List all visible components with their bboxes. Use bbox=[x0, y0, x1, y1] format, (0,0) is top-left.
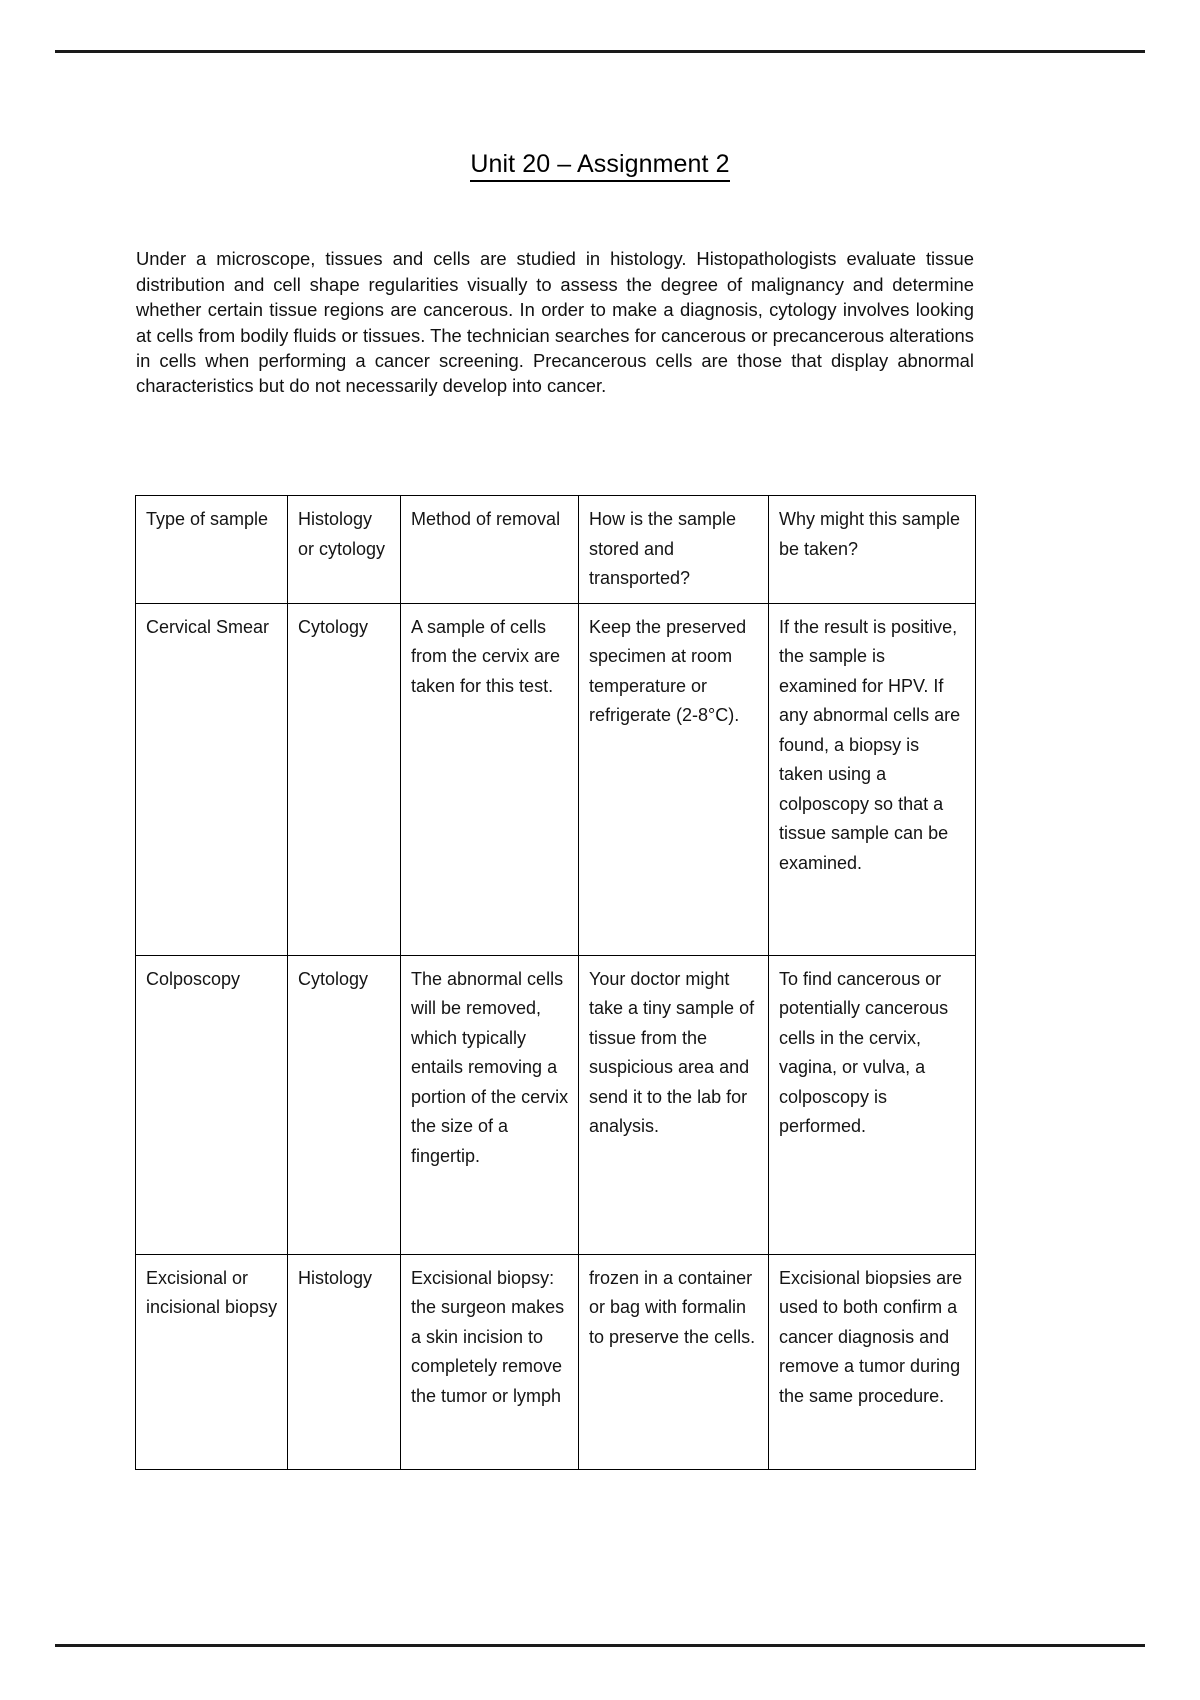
cell-type-of-sample: Colposcopy bbox=[136, 955, 288, 1254]
footer-rule bbox=[55, 1644, 1145, 1647]
cell-type-of-sample: Cervical Smear bbox=[136, 603, 288, 955]
cell-storage-and-transport: Your doctor might take a tiny sample of tissue from the suspicious area and send it to the lab for analysis. bbox=[579, 955, 769, 1254]
column-header-method-of-removal: Method of removal bbox=[401, 496, 579, 604]
header-rule bbox=[55, 50, 1145, 53]
cell-method-of-removal: The abnormal cells will be removed, which typically entails removing a portion of the cervix the size of a fingertip. bbox=[401, 955, 579, 1254]
sample-types-table bbox=[135, 495, 976, 1470]
table-row bbox=[136, 603, 976, 955]
column-header-histology-or-cytology: Histology or cytology bbox=[288, 496, 401, 604]
cell-storage-and-transport: frozen in a container or bag with formalin to preserve the cells. bbox=[579, 1254, 769, 1469]
cell-histology-or-cytology: Histology bbox=[288, 1254, 401, 1469]
cell-storage-and-transport: Keep the preserved specimen at room temperature or refrigerate (2-8°C). bbox=[579, 603, 769, 955]
table-header-row bbox=[136, 496, 976, 604]
column-header-storage-and-transport: How is the sample stored and transported? bbox=[579, 496, 769, 604]
cell-histology-or-cytology: Cytology bbox=[288, 603, 401, 955]
column-header-why-taken: Why might this sample be taken? bbox=[769, 496, 976, 604]
intro-paragraph: Under a microscope, tissues and cells are studied in histology. Histopathologists evaluate tissue distribution and cell shape regularities visually to assess the degree of malignancy and determine whether certain tissue regions are cancerous. In order to make a diagnosis, cytology involves looking at cells from bodily fluids or tissues. The technician searches for cancerous or precancerous alterations in cells when performing a cancer screening. Precancerous cells are those that display abnormal characteristics but do not necessarily develop into cancer. bbox=[136, 248, 974, 397]
cell-type-of-sample: Excisional or incisional biopsy bbox=[136, 1254, 288, 1469]
table-row bbox=[136, 955, 976, 1254]
cell-why-taken: To find cancerous or potentially cancerous cells in the cervix, vagina, or vulva, a colposcopy is performed. bbox=[769, 955, 976, 1254]
cell-why-taken: Excisional biopsies are used to both confirm a cancer diagnosis and remove a tumor during the same procedure. bbox=[769, 1254, 976, 1469]
cell-why-taken: If the result is positive, the sample is examined for HPV. If any abnormal cells are found, a biopsy is taken using a colposcopy so that a tissue sample can be examined. bbox=[769, 603, 976, 955]
cell-histology-or-cytology: Cytology bbox=[288, 955, 401, 1254]
page-title bbox=[0, 150, 1200, 179]
table-row bbox=[136, 1254, 976, 1469]
cell-method-of-removal: A sample of cells from the cervix are taken for this test. bbox=[401, 603, 579, 955]
column-header-type-of-sample: Type of sample bbox=[136, 496, 288, 604]
cell-method-of-removal: Excisional biopsy: the surgeon makes a skin incision to completely remove the tumor or lymph bbox=[401, 1254, 579, 1469]
page-title-text: Unit 20 – Assignment 2 bbox=[470, 150, 729, 182]
